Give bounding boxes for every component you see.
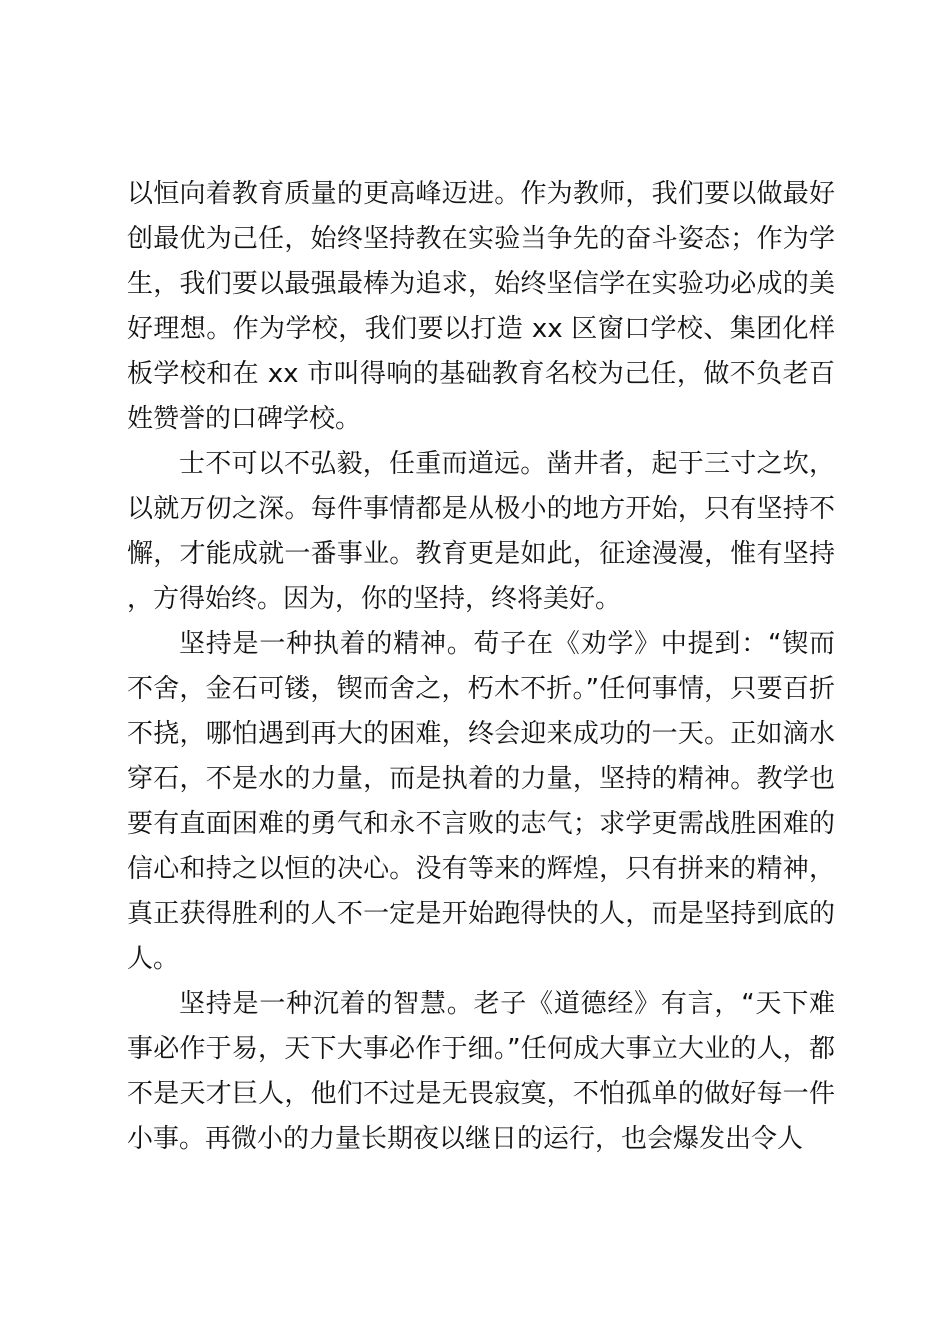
document-body bbox=[127, 172, 835, 1162]
paragraph-3: 坚持是一种执着的精神。荀子在《劝学》中提到：“锲而不舍，金石可镂，锲而舍之，朽木不折。”任何事情，只要百折不挠，哪怕遇到再大的困难，终会迎来成功的一天。正如滴水穿石，不是水的力量，而是执着的力量，坚持的精神。教学也要有直面困难的勇气和永不言败的志气；求学更需战胜困难的信心和持之以恒的决心。没有等来的辉煌，只有拼来的精神，真正获得胜利的人不一定是开始跑得快的人，而是坚持到底的人。 bbox=[127, 629, 835, 974]
paragraph-2: 士不可以不弘毅，任重而道远。凿井者，起于三寸之坎，以就万仞之深。每件事情都是从极小的地方开始，只有坚持不懈，才能成就一番事业。教育更是如此，征途漫漫，惟有坚持，方得始终。因为，你的坚持，终将美好。 bbox=[127, 449, 835, 614]
paragraph-4: 坚持是一种沉着的智慧。老子《道德经》有言，“天下难事必作于易，天下大事必作于细。”任何成大事立大业的人，都不是天才巨人，他们不过是无畏寂寞，不怕孤单的做好每一件小事。再微小的力量长期夜以继日的运行，也会爆发出令人 bbox=[127, 989, 835, 1154]
paragraph-1: 以恒向着教育质量的更高峰迈进。作为教师，我们要以做最好创最优为己任，始终坚持教在实验当争先的奋斗姿态；作为学生，我们要以最强最棒为追求，始终坚信学在实验功必成的美好理想。作为学校，我们要以打造 xx 区窗口学校、集团化样板学校和在 xx 市叫得响的基础教育名校为己任，做不负老百姓赞誉的口碑学校。 bbox=[127, 179, 835, 434]
